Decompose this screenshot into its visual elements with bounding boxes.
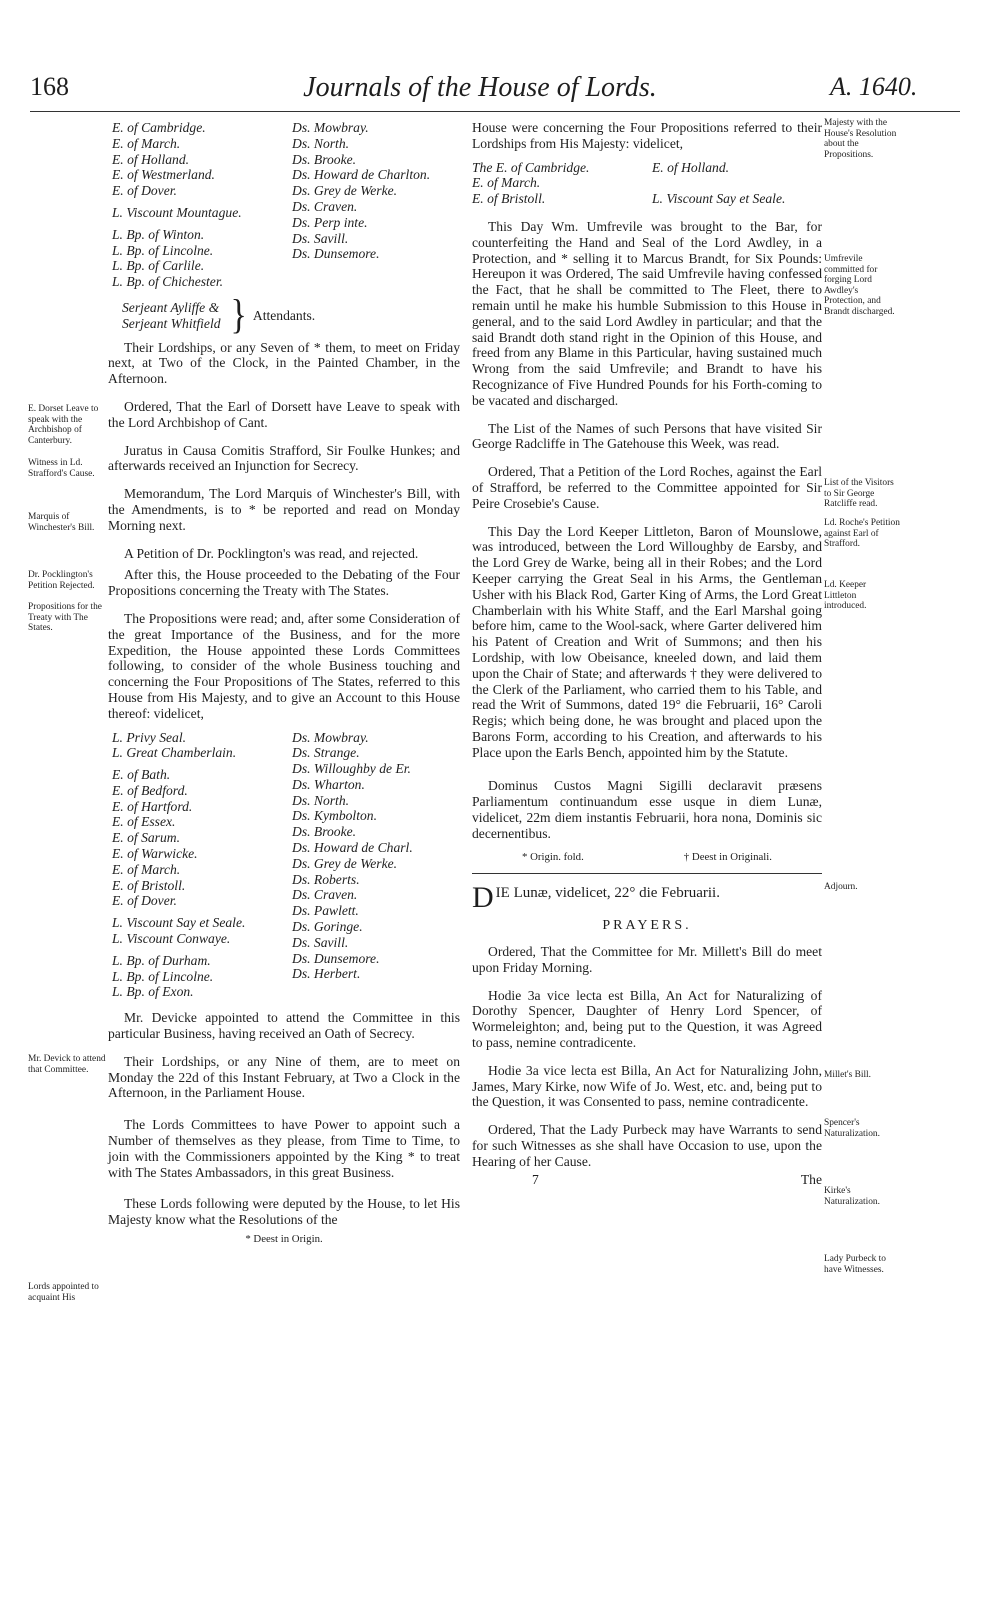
kirke-bill: Hodie 3a vice lecta est Billa, An Act for Naturalizing John, James, Mary Kirke, now Wife of Jo. West, etc. and, being put to the Question, it was Consented to pass, nemine contradicente. — [472, 1062, 822, 1110]
peer-name: E. of Bath. — [112, 767, 171, 783]
peer-name: E. of Holland. — [112, 151, 190, 167]
prayers-heading: PRAYERS. — [602, 918, 692, 934]
peer-name: Ds. Howard de Charl. — [292, 840, 413, 856]
peer-name: E. of March. — [112, 861, 181, 877]
peer-name: Ds. Mowbray. — [292, 120, 369, 135]
committee-two — [108, 730, 460, 1001]
peer-name: L. Bp. of Lincolne. — [112, 242, 214, 258]
margin-note-propositions: Propositions for the Treaty with The States. — [28, 602, 102, 634]
peer-name: Ds. North. — [292, 792, 350, 808]
peer-name: Ds. Howard de Charlton. — [292, 167, 431, 183]
margin-note-keeper: Ld. Keeper Littleton introduced. — [824, 580, 867, 612]
peer-name: Ds. Kymbolton. — [292, 808, 377, 824]
margin-note-devick: Mr. Devick to attend that Committee. — [28, 1054, 106, 1075]
peer-name: Ds. Pawlett. — [292, 903, 359, 919]
peer-name: E. of Westmerland. — [112, 167, 215, 183]
peer-name: L. Bp. of Chichester. — [112, 274, 224, 290]
deputy-row — [472, 160, 822, 176]
peer-name: L. Privy Seal. — [112, 729, 186, 745]
peer-name: L. Bp. of Exon. — [112, 984, 194, 1000]
peer-name: Ds. Savill. — [292, 230, 349, 246]
peer-name: E. of March. — [112, 135, 181, 151]
visitors-list-entry: The List of the Names of such Persons that have visited Sir George Radcliffe in The Gatehouse this Week, was read. — [472, 420, 822, 452]
adjournment-entry: Dominus Custos Magni Sigilli declaravit præsens Parliamentum continuandum esse usque in diem Lunæ, videlicet, 22m diem instantis Februarii, hora nona, Dominis sic decernentibus. — [472, 778, 822, 841]
signature-mark: 7 — [532, 1171, 539, 1187]
debating-entry: After this, the House proceeded to the Debating of the Four Propositions concerning the Treaty with The States. — [108, 567, 460, 599]
peer-name: L. Great Chamberlain. — [112, 745, 237, 761]
peer-name: Ds. Savill. — [292, 934, 349, 950]
peer-name: Ds. Grey de Werke. — [292, 855, 398, 871]
margin-note-spencer: Spencer's Naturalization. — [824, 1118, 880, 1139]
committee-one-barons — [292, 120, 460, 290]
deputies-continuation: House were concerning the Four Propositions referred to their Lordships from His Majesty: videlicet, — [472, 120, 822, 151]
section-divider — [472, 873, 822, 874]
peer-name: L. Bp. of Lincolne. — [112, 968, 214, 984]
meeting-notice-friday: Their Lordships, or any Seven of * them, to meet on Friday next, at Two of the Clock, in the Painted Chamber, in the Afternoon. — [108, 339, 460, 387]
peer-name: L. Bp. of Carlile. — [112, 258, 205, 274]
peer-name: E. of Bedford. — [112, 782, 188, 798]
margin-note-majesty: Majesty with the House's Resolution about the Propositions. — [824, 118, 897, 160]
margin-note-millett: Millet's Bill. — [824, 1070, 872, 1080]
peer-name: Ds. Craven. — [292, 887, 358, 903]
peer-name: Ds. Brooke. — [292, 824, 357, 840]
peer-name: Ds. Dunsemore. — [292, 950, 380, 966]
margin-note-marquis: Marquis of Winchester's Bill. — [28, 512, 95, 533]
peer-name: Ds. Mowbray. — [292, 729, 369, 745]
memorandum-entry: Memorandum, The Lord Marquis of Winchester's Bill, with the Amendments, is to * be reported and read on Monday Morning next. — [108, 486, 460, 533]
peer-name: E. of Dover. — [112, 183, 177, 199]
margin-note-purbeck: Lady Purbeck to have Witnesses. — [824, 1254, 886, 1275]
propositions-entry: The Propositions were read; and, after some Consideration of the great Importance of the Business, and for the more Expedition, the House appointed these Lords Committees following, to consider of the whole Business touching and concerning the Four Propositions of The States, referred to this House from His Majesty, and to give an Account to this House thereof: videlicet, — [108, 610, 460, 721]
peer-name: E. of Bristoll. — [112, 877, 186, 893]
deputed-entry: These Lords following were deputed by the House, to let His Majesty know what the Resolutions of the — [108, 1196, 460, 1228]
margin-note-lords: Lords appointed to acquaint His — [28, 1282, 99, 1303]
left-column — [108, 120, 460, 1248]
deputy-name: L. Viscount Say et Seale. — [652, 191, 786, 207]
committee-one — [108, 120, 460, 290]
meeting-notice-monday: Their Lordships, or any Nine of them, are to meet on Monday the 22d of this Instant February, at Two a Clock in the Afternoon, in the Parliament House. — [108, 1053, 460, 1101]
peer-name: Ds. Dunsemore. — [292, 246, 380, 262]
deputy-name: The E. of Cambridge. — [472, 159, 590, 175]
margin-note-dorset: E. Dorset Leave to speak with the Archbishop of Canterbury. — [28, 404, 99, 446]
committee-power-entry: The Lords Committees to have Power to appoint such a Number of themselves as they please, from Time to Time, to join with the Commissioners appointed by the King * to treat with The States Ambassadors, in this great Business. — [108, 1117, 460, 1180]
deputy-name: E. of Holland. — [652, 159, 730, 175]
peer-name: Ds. Willoughby de Er. — [292, 761, 411, 777]
margin-note-visitors: List of the Visitors to Sir George Ratcliffe read. — [824, 478, 894, 510]
peer-name: E. of Essex. — [112, 814, 176, 830]
millett-order: Ordered, That the Committee for Mr. Millett's Bill do meet upon Friday Morning. — [472, 944, 822, 975]
deputy-name — [652, 175, 822, 191]
day-heading-initial: D — [472, 881, 494, 915]
pocklington-entry: A Petition of Dr. Pocklington's was read, and rejected. — [124, 545, 419, 561]
committee-two-barons — [292, 730, 460, 1001]
peer-name: Ds. Grey de Werke. — [292, 183, 398, 199]
umfrevile-entry: This Day Wm. Umfrevile was brought to the Bar, for counterfeiting the Hand and Seal of the Lord Awdley, in a Protection, and * selling it to Marcus Brandt, for Six Pounds: Hereupon it was Ordered, The said Umfrevile having confessed the Fact, that he shall be committed to The Fleet, there to remain until he make his humble Submission to this House in general, and to the said Lord Awdley in particular; and that the said Brandt doth stand right in the Opinion of this House, and freed from any Blame in this Particular, having sustained much Wrong from the said Umfrevile; and Brandt to have his Recognizance of Five Hundred Pounds for his Forth-coming to be vacated and discharged. — [472, 218, 822, 408]
peer-name: Ds. North. — [292, 135, 350, 151]
page-title: Journals of the House of Lords. — [303, 72, 657, 103]
peer-name: L. Bp. of Durham. — [112, 952, 211, 968]
lord-keeper-entry: This Day the Lord Keeper Littleton, Baron of Mounslowe, was introduced, between the Lord Willoughby de Earsby, and the Lord Grey de Warke, being all in their Robes; and the Lord Keeper carrying the Great Seal in his Arms, the Gentleman Usher with his Black Rod, Garter King of Arms, the Lord Great Chamberlain with his White Staff, and the Earl Marshal going before him, came to the Wool-sack, where Garter delivered him his Patent of Creation and Writ of Summons; and then his Lordship, with low Obeisance, kneeled down, and laid them upon the Chair of State; and afterwards † they were delivered to the Clerk of the Parliament, who carried them to his Table, and read the Writ of Summons, dated 19° die Februarii, 16° Caroli Regis; which being done, he was brought and placed upon the Barons Form, according to his Creation, and afterwards to his Place upon the Earls Bench, appointed him by the Statute. — [472, 523, 822, 760]
spencer-bill: Hodie 3a vice lecta est Billa, An Act for Naturalizing of Dorothy Spencer, Daughter of Henry Lord Spencer, of Wormeleighton; and, being put to the Question, it was Agreed to pass, nemine contradicente. — [472, 987, 822, 1051]
day-heading — [472, 881, 822, 915]
peer-name: Ds. Brooke. — [292, 151, 357, 167]
page-number: 168 — [30, 72, 69, 101]
peer-name: Ds. Wharton. — [292, 776, 365, 792]
footnote-deest: † Deest in Originali. — [683, 850, 772, 863]
deputy-row — [472, 191, 822, 207]
attendants-names — [122, 300, 221, 332]
peer-name: E. of Cambridge. — [112, 120, 206, 135]
devicke-entry: Mr. Devicke appointed to attend the Committee in this particular Business, having received an Oath of Secrecy. — [108, 1010, 460, 1042]
catchword: The — [800, 1171, 822, 1187]
right-column — [472, 120, 822, 1187]
footnote-fold: * Origin. fold. — [522, 850, 584, 863]
margin-note-kirke: Kirke's Naturalization. — [824, 1186, 880, 1207]
day-heading-text: IE Lunæ, videlicet, 22° die Februarii. — [495, 885, 720, 902]
peer-name: E. of Sarum. — [112, 830, 180, 846]
peer-name: E. of Dover. — [112, 893, 177, 909]
committee-one-earls-bishops — [108, 120, 292, 290]
peer-name: E. of Hartford. — [112, 798, 193, 814]
peer-name: Ds. Roberts. — [292, 871, 360, 887]
margin-note-pocklington: Dr. Pocklington's Petition Rejected. — [28, 570, 95, 591]
deputies-list — [472, 160, 822, 207]
page-foot — [472, 1172, 822, 1188]
juratus-entry: Juratus in Causa Comitis Strafford, Sir Foulke Hunkes; and afterwards received an Injunction for Secrecy. — [108, 442, 460, 474]
right-footnotes — [472, 850, 822, 866]
dorset-order: Ordered, That the Earl of Dorsett have Leave to speak with the Lord Archbishop of Cant. — [108, 398, 460, 430]
peer-name: Ds. Craven. — [292, 198, 358, 214]
peer-name: L. Bp. of Winton. — [112, 226, 205, 242]
deputy-name: E. of Bristoll. — [472, 191, 546, 207]
peer-name: Ds. Herbert. — [292, 966, 361, 982]
header-rule — [30, 111, 960, 112]
committee-two-earls-bishops — [108, 730, 292, 1001]
margin-note-witness: Witness in Ld. Strafford's Cause. — [28, 458, 95, 479]
peer-name: E. of Warwicke. — [112, 846, 198, 862]
attendant-name: Serjeant Whitfield — [122, 315, 221, 331]
deputy-name: E. of March. — [472, 175, 541, 191]
deputy-row — [472, 175, 822, 191]
peer-name: Ds. Perp inte. — [292, 214, 368, 230]
page-year: A. 1640. — [830, 72, 918, 101]
peer-name: L. Viscount Conwaye. — [112, 931, 231, 947]
attendant-name: Serjeant Ayliffe & — [122, 299, 220, 315]
peer-name: Ds. Goringe. — [292, 919, 363, 935]
peer-name: Ds. Strange. — [292, 745, 360, 761]
margin-note-adjourn: Adjourn. — [824, 882, 858, 892]
peer-name: L. Viscount Mountague. — [112, 204, 242, 220]
left-footnote: * Deest in Origin. — [245, 1233, 323, 1246]
purbeck-order: Ordered, That the Lady Purbeck may have Warrants to send for such Witnesses as she shall have Occasion to use, upon the Hearing of her Cause. — [472, 1122, 822, 1169]
peer-name: L. Viscount Say et Seale. — [112, 915, 246, 931]
attendants-label: Attendants. — [252, 307, 316, 323]
margin-note-umfrevile: Umfrevile committed for forging Lord Awdley's Protection, and Brandt discharged. — [824, 254, 895, 317]
margin-note-roche: Ld. Roche's Petition against Earl of Strafford. — [824, 518, 900, 550]
brace-icon: } — [230, 292, 247, 338]
roches-petition-entry: Ordered, That a Petition of the Lord Roches, against the Earl of Strafford, be referred to the Committee appointed for Sir Peire Crosebie's Cause. — [472, 464, 822, 511]
attendants — [122, 292, 460, 338]
